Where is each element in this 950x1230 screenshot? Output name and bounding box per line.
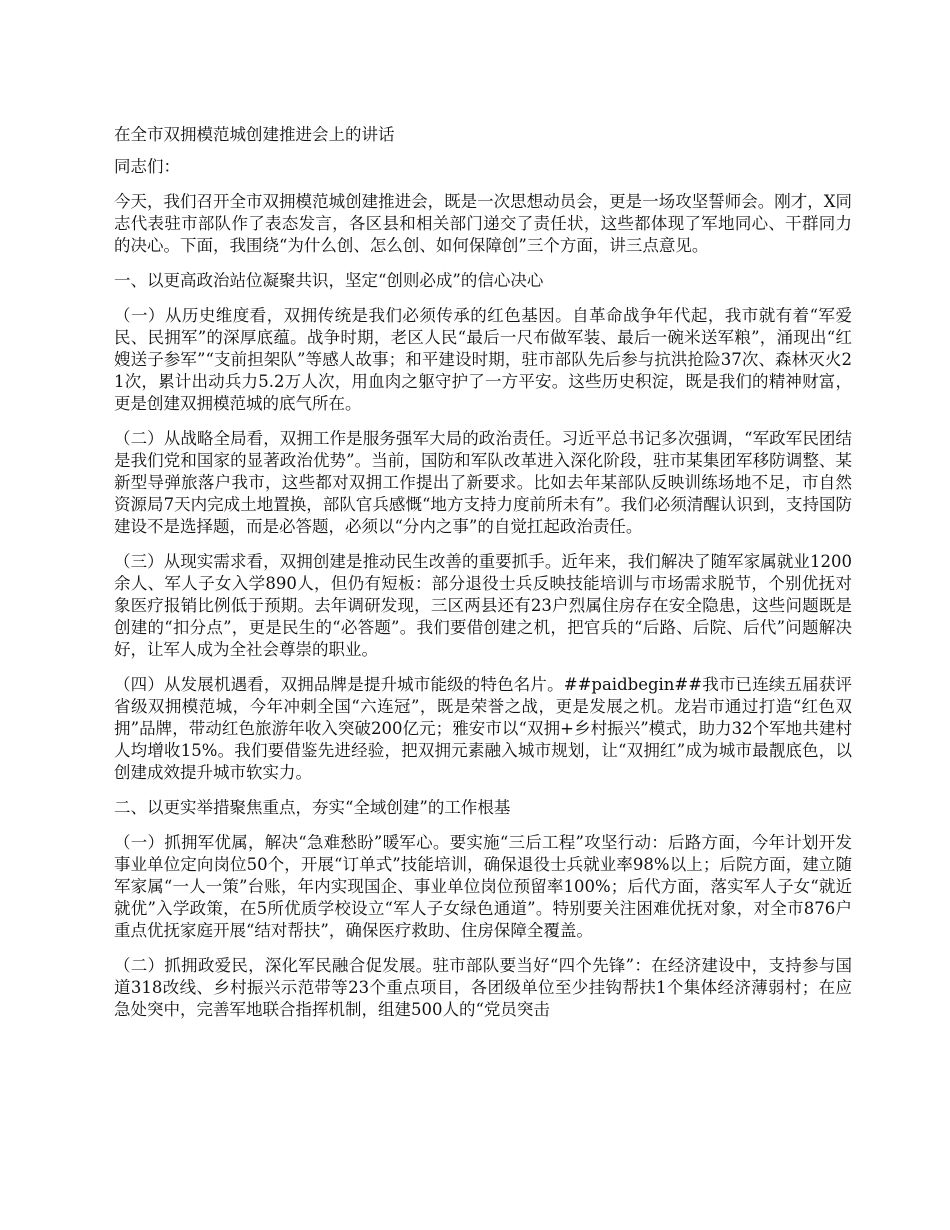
paragraph-1-4: （四）从发展机遇看，双拥品牌是提升城市能级的特色名片。##paidbegin##我市已连续五届获评省级双拥模范城，今年冲刺全国“六连冠”，既是荣誉之战，更是发展之机。龙岩市通过打造“红色双拥”品牌，带动红色旅游年收入突破200亿元；雅安市以“双拥+乡村振兴”模式，助力32个军地共建村人均增收15%。我们要借鉴先进经验，把双拥元素融入城市规划，让“双拥红”成为城市最靓底色，以创建成效提升城市软实力。 <box>114 675 852 782</box>
paragraph-intro: 今天，我们召开全市双拥模范城创建推进会，既是一次思想动员会，更是一场攻坚誓师会。刚才，X同志代表驻市部队作了表态发言，各区县和相关部门递交了责任状，这些都体现了军地同心、干群同力的决心。下面，我围绕“为什么创、怎么创、如何保障创”三个方面，讲三点意见。 <box>114 192 852 255</box>
paragraph-1-3: （三）从现实需求看，双拥创建是推动民生改善的重要抓手。近年来，我们解决了随军家属就业1200余人、军人子女入学890人，但仍有短板：部分退役士兵反映技能培训与市场需求脱节，个别优抚对象医疗报销比例低于预期。去年调研发现，三区两县还有23户烈属住房存在安全隐患，这些问题既是创建的“扣分点”，更是民生的“必答题”。我们要借创建之机，把官兵的“后路、后院、后代”问题解决好，让军人成为全社会尊崇的职业。 <box>114 552 852 659</box>
greeting: 同志们： <box>114 157 180 176</box>
paragraph-2-2: （二）抓拥政爱民，深化军民融合促发展。驻市部队要当好“四个先锋”：在经济建设中，支持参与国道318改线、乡村振兴示范带等23个重点项目，各团级单位至少挂钩帮扶1个集体经济薄弱村；在应急处突中，完善军地联合指挥机制，组建500人的“党员突击 <box>114 956 852 1019</box>
speech-document <box>114 124 852 1034</box>
paragraph-1-1: （一）从历史维度看，双拥传统是我们必须传承的红色基因。自革命战争年代起，我市就有着“军爱民、民拥军”的深厚底蕴。战争时期，老区人民“最后一尺布做军装、最后一碗米送军粮”，涌现出“红嫂送子参军”“支前担架队”等感人故事；和平建设时期，驻市部队先后参与抗洪抢险37次、森林灭火21次，累计出动兵力5.2万人次，用血肉之躯守护了一方平安。这些历史积淀，既是我们的精神财富，更是创建双拥模范城的底气所在。 <box>114 306 852 413</box>
document-title: 在全市双拥模范城创建推进会上的讲话 <box>114 125 395 144</box>
section-heading-2: 二、以更实举措聚焦重点，夯实“全域创建”的工作根基 <box>114 798 511 817</box>
paragraph-2-1: （一）抓拥军优属，解决“急难愁盼”暖军心。要实施“三后工程”攻坚行动：后路方面，今年计划开发事业单位定向岗位50个，开展“订单式”技能培训，确保退役士兵就业率98%以上；后院方面，建立随军家属“一人一策”台账，年内实现国企、事业单位岗位预留率100%；后代方面，落实军人子女“就近就优”入学政策，在5所优质学校设立“军人子女绿色通道”。特别要关注困难优抚对象，对全市876户重点优抚家庭开展“结对帮扶”，确保医疗救助、住房保障全覆盖。 <box>114 833 852 940</box>
paragraph-1-2: （二）从战略全局看，双拥工作是服务强军大局的政治责任。习近平总书记多次强调，“军政军民团结是我们党和国家的显著政治优势”。当前，国防和军队改革进入深化阶段，驻市某集团军移防调整、某新型导弹旅落户我市，这些都对双拥工作提出了新要求。比如去年某部队反映训练场地不足，市自然资源局7天内完成土地置换，部队官兵感慨“地方支持力度前所未有”。我们必须清醒认识到，支持国防建设不是选择题，而是必答题，必须以“分内之事”的自觉扛起政治责任。 <box>114 429 852 536</box>
section-heading-1: 一、以更高政治站位凝聚共识，坚定“创则必成”的信心决心 <box>114 271 544 290</box>
